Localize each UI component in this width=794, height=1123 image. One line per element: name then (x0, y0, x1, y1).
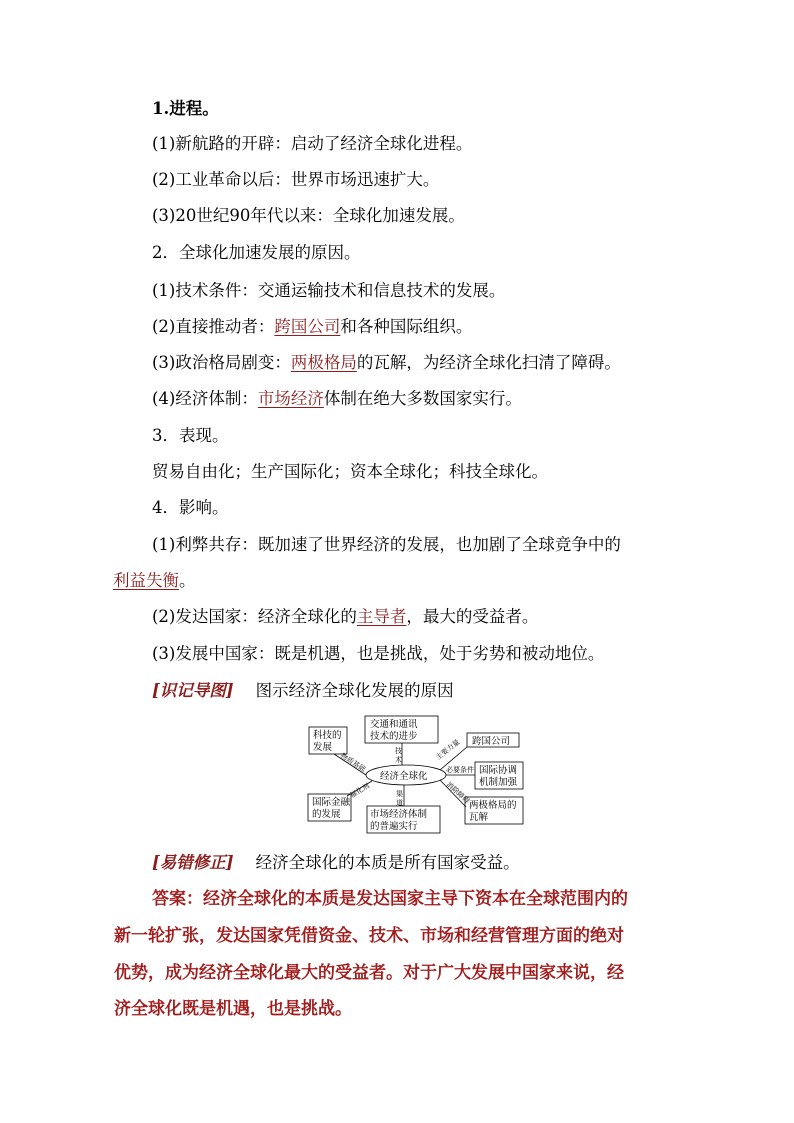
node-market-line2: 的普遍实行 (370, 821, 418, 832)
highlight-term: 两极格局 (290, 353, 357, 372)
node-mnc: 跨国公司 (472, 736, 511, 747)
section-1-heading: 1.进程。 (152, 99, 219, 118)
node-finance-line1: 国际金融 (312, 797, 351, 808)
section-2-item-2 (152, 316, 472, 338)
node-bipolar-line2: 瓦解 (469, 812, 489, 823)
section-1-item-2: (2)工业革命以后：世界市场迅速扩大。 (152, 170, 440, 189)
correction-text: 经济全球化的本质是所有国家受益。 (255, 853, 520, 872)
section-2-item-3 (152, 352, 621, 374)
edge-label-remove-obstacle: 消除障碍 (444, 780, 471, 806)
item-text: (3)政治格局剧变： (152, 353, 291, 372)
highlight-term: 跨国公司 (274, 317, 341, 336)
answer-line-1 (152, 888, 628, 910)
section-3-heading: 3．表现。 (152, 426, 229, 445)
highlight-term: 主导者 (356, 607, 407, 626)
diagram-caption-text: 图示经济全球化发展的原因 (255, 681, 454, 700)
item-text: 和各种国际组织。 (340, 317, 473, 336)
edge-label-qudao-1: 渠 (396, 790, 403, 798)
node-transport-line2: 技术的进步 (370, 731, 418, 742)
edge-label-main-force: 主要力量 (434, 738, 462, 762)
item-text: 的瓦解，为经济全球化扫清了障碍。 (356, 353, 621, 372)
node-bipolar-line1: 两极格局的 (469, 800, 517, 811)
diagram-caption (152, 680, 454, 702)
answer-text: ：经济全球化的本质是发达国家主导下资本在全球范围内的 (186, 889, 628, 909)
item-text: 。 (179, 571, 196, 590)
node-transport-line1: 交通和通讯 (370, 719, 418, 730)
answer-label: 答案 (152, 889, 186, 909)
section-4-heading: 4．影响。 (152, 498, 229, 517)
correction-tag: [易错修正] (152, 853, 234, 872)
memory-map-tag: [识记导图] (152, 681, 234, 700)
section-4-item-3: (3)发展中国家：既是机遇，也是挑战，处于劣势和被动地位。 (152, 644, 605, 663)
section-4-item-1-cont (113, 570, 196, 592)
item-text: (2)发达国家：经济全球化的 (152, 607, 357, 626)
node-tech-line1: 科技的 (313, 730, 342, 741)
globalization-diagram (300, 712, 540, 837)
section-1-item-1: (1)新航路的开辟：启动了经济全球化进程。 (152, 134, 473, 153)
highlight-term: 市场经济 (257, 389, 324, 408)
answer-line-2: 新一轮扩张，发达国家凭借资金、技术、市场和经营管理方面的绝对 (114, 926, 624, 946)
item-text: (4)经济体制： (152, 389, 258, 408)
section-1-item-3: (3)20世纪90年代以来：全球化加速发展。 (152, 206, 465, 225)
highlight-term: 利益失衡 (113, 571, 179, 590)
item-text: 体制在绝大多数国家实行。 (323, 389, 522, 408)
answer-line-4: 济全球化既是机遇，也是挑战。 (114, 999, 352, 1019)
node-coordination-line2: 机制加强 (479, 777, 518, 788)
edge-label-jishu-1: 技 (395, 747, 402, 755)
edge-label-qudao-2: 道 (396, 799, 403, 807)
section-2-item-4 (152, 388, 522, 410)
item-text: (2)直接推动者： (152, 317, 275, 336)
item-text: ，最大的受益者。 (406, 607, 539, 626)
node-coordination-line1: 国际协调 (479, 765, 518, 776)
edge-label-jishu-2: 术 (395, 756, 402, 764)
edge-label-necessary: 必要条件 (446, 766, 474, 774)
section-3-body: 贸易自由化；生产国际化；资本全球化；科技全球化。 (152, 462, 548, 481)
edge-label-catalyst: 催化剂 (348, 781, 371, 800)
section-4-item-1: (1)利弊共存：既加速了世界经济的发展，也加剧了全球竞争中的 (152, 535, 621, 554)
node-market-line1: 市场经济体制 (370, 809, 428, 820)
section-2-item-1: (1)技术条件：交通运输技术和信息技术的发展。 (152, 281, 506, 300)
node-finance-line2: 的发展 (312, 809, 341, 820)
edge-label-material-base: 物质基础 (338, 751, 367, 774)
section-4-item-2 (152, 606, 538, 628)
correction-line (152, 852, 520, 874)
answer-line-3: 优势，成为经济全球化最大的受益者。对于广大发展中国家来说，经 (114, 963, 624, 983)
node-tech-line2: 发展 (313, 742, 333, 753)
center-label: 经济全球化 (380, 771, 428, 782)
section-2-heading: 2．全球化加速发展的原因。 (152, 243, 361, 262)
